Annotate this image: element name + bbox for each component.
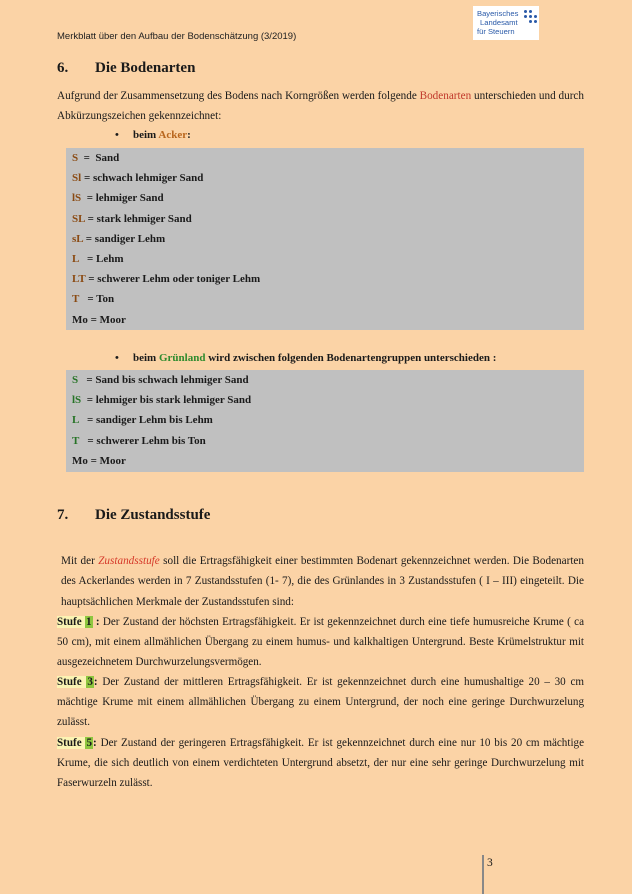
bullet-gruenland: • beim Grünland wird zwischen folgenden Bodenartengruppen unterschieden : — [115, 352, 497, 364]
acker-soil-table — [66, 148, 584, 330]
stage-5-description: Stufe 5: Der Zustand der geringeren Ertragsfähigkeit. Er ist gekennzeichnet durch eine nur 10 bis 20 cm mächtige Krume, die sich deutlich von einem verdichteten Untergrund absetzt, der nur eine sehr geringe Durchwurzelung mit Faserwurzeln zulässt. — [57, 737, 584, 790]
logo-line: Landesamt — [480, 18, 518, 27]
section-7-intro: Mit der Zustandsstufe soll die Ertragsfähigkeit einer bestimmten Bodenart gekennzeichnet werden. Die Bodenarten des Ackerlandes werden in 7 Zustandsstufen (1- 7), die des Grünlandes in 3 Zustandsstufen ( I – III) eingeteilt. Die hauptsächlichen Merkmale der Zustandsstufen sind: — [61, 555, 584, 608]
table-row: T = schwerer Lehm bis Ton — [72, 434, 206, 447]
table-row: Sl = schwach lehmiger Sand — [72, 172, 204, 185]
table-row: lS = lehmiger Sand — [72, 192, 164, 205]
section-heading-6: 6. Die Bodenarten — [57, 60, 196, 76]
table-row: S = Sand bis schwach lehmiger Sand — [72, 374, 249, 386]
section-6-intro: Aufgrund der Zusammensetzung des Bodens nach Korngrößen werden folgende Bodenarten unterschieden und durch Abkürzungszeichen gekennzeichnet: — [57, 90, 584, 123]
logo-line: Bayerisches — [477, 9, 519, 18]
gruenland-soil-table — [66, 370, 584, 472]
table-row: Mo = Moor — [72, 313, 126, 326]
page-number-divider — [482, 855, 484, 894]
table-row: L = Lehm — [72, 252, 124, 265]
table-row: S = Sand — [72, 152, 120, 164]
table-row: T = Ton — [72, 293, 115, 306]
page-number: 3 — [487, 857, 493, 869]
table-row: SL = stark lehmiger Sand — [72, 212, 192, 225]
bullet-acker: • beim Acker: — [115, 129, 191, 141]
table-row: sL = sandiger Lehm — [72, 232, 166, 245]
stage-3-description: Stufe 3: Der Zustand der mittleren Ertragsfähigkeit. Er ist gekennzeichnet durch eine humushaltige 20 – 30 cm mächtige Krume mit einem allmählichen Übergang zu einem Untergrund, der noch eine geringe Durchwurzelung zulässt. — [57, 676, 584, 729]
document-header: Merkblatt über den Aufbau der Bodenschätzung (3/2019) — [57, 31, 297, 42]
logo-dots-icon — [524, 9, 538, 23]
section-heading-7: 7. Die Zustandsstufe — [57, 507, 211, 523]
logo — [473, 6, 539, 40]
table-row: lS = lehmiger bis stark lehmiger Sand — [72, 394, 252, 407]
table-row: LT = schwerer Lehm oder toniger Lehm — [72, 273, 261, 286]
stage-1-description: Stufe 1 : Der Zustand der höchsten Ertragsfähigkeit. Er ist gekennzeichnet durch eine tiefe humusreiche Krume ( ca 50 cm), mit einem allmählichen Übergang zu einem humus- und kalkhaltigen Untergrund. Beste Krümelstruktur mit ausgezeichnetem Durchwurzelungsvermögen. — [57, 616, 584, 669]
table-row: Mo = Moor — [72, 454, 126, 467]
table-row: L = sandiger Lehm bis Lehm — [72, 414, 213, 427]
logo-line: für Steuern — [477, 27, 515, 36]
